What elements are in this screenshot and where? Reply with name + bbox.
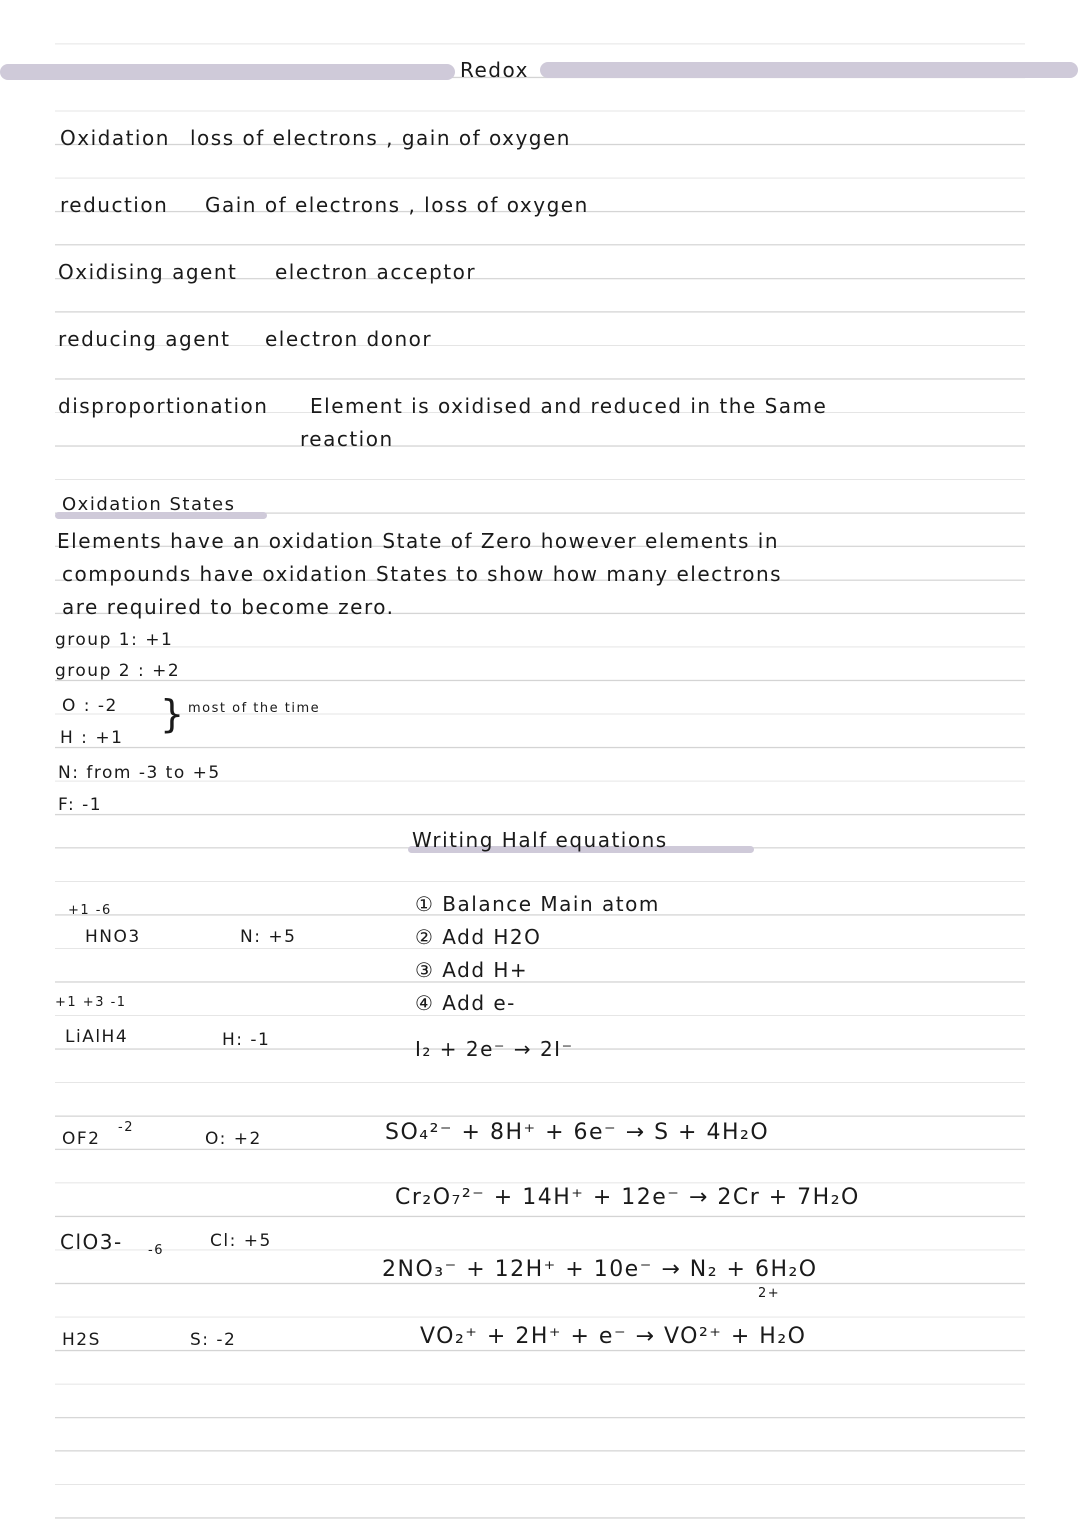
def-disproportionation-text: Element is oxidised and reduced in the Same [310, 394, 828, 418]
def-disproportionation-term: disproportionation [58, 394, 269, 418]
rule-hydrogen: H : +1 [60, 728, 124, 748]
result-h2s: S: -2 [190, 1330, 237, 1350]
formula-h2s: H2S [62, 1330, 101, 1350]
def-oxidation-term: Oxidation [60, 126, 170, 150]
equation-vanadium: VO₂⁺ + 2H⁺ + e⁻ → VO²⁺ + H₂O [420, 1324, 807, 1349]
title-bar-left [0, 64, 455, 80]
rule-group2: group 2 : +2 [55, 661, 181, 681]
result-clo3: Cl: +5 [210, 1231, 272, 1251]
equation-dichromate: Cr₂O₇²⁻ + 14H⁺ + 12e⁻ → 2Cr + 7H₂O [395, 1185, 860, 1210]
def-reduction-text: Gain of electrons , loss of oxygen [205, 193, 589, 217]
step-1: ① Balance Main atom [415, 892, 660, 916]
step-2: ② Add H2O [415, 925, 542, 949]
annot-of2: -2 [118, 1120, 134, 1135]
formula-clo3: ClO3- [60, 1230, 123, 1254]
title-bar-right [540, 62, 1078, 78]
equation-note: 2+ [758, 1286, 781, 1301]
def-disproportionation-text2: reaction [300, 427, 394, 451]
rule-note: most of the time [188, 701, 321, 716]
def-reducing-text: electron donor [265, 327, 433, 351]
para-line-3: are required to become zero. [62, 595, 395, 619]
step-4: ④ Add e- [415, 991, 516, 1015]
brace-icon: } [160, 692, 186, 736]
def-reducing-term: reducing agent [58, 327, 231, 351]
result-of2: O: +2 [205, 1129, 262, 1149]
oxidation-states-heading: Oxidation States [62, 494, 236, 515]
rule-oxygen: O : -2 [62, 696, 118, 716]
half-equations-heading: Writing Half equations [412, 828, 668, 852]
equation-iodine: I₂ + 2e⁻ → 2I⁻ [415, 1037, 574, 1061]
formula-hno3: HNO3 [85, 927, 141, 947]
result-lialh4: H: -1 [222, 1030, 271, 1050]
annot-lialh4: +1 +3 -1 [55, 995, 127, 1010]
page-title: Redox [460, 58, 529, 82]
def-oxidation-text: loss of electrons , gain of oxygen [190, 126, 571, 150]
para-line-2: compounds have oxidation States to show how many electrons [62, 562, 783, 586]
equation-sulfate: SO₄²⁻ + 8H⁺ + 6e⁻ → S + 4H₂O [385, 1120, 770, 1145]
def-oxidising-text: electron acceptor [275, 260, 477, 284]
result-hno3: N: +5 [240, 927, 297, 947]
formula-lialh4: LiAlH4 [65, 1027, 129, 1047]
rule-nitrogen: N: from -3 to +5 [58, 763, 221, 783]
step-3: ③ Add H+ [415, 958, 529, 982]
def-reduction-term: reduction [60, 193, 169, 217]
rule-fluorine: F: -1 [58, 795, 103, 815]
equation-nitrate: 2NO₃⁻ + 12H⁺ + 10e⁻ → N₂ + 6H₂O [382, 1257, 818, 1282]
para-line-1: Elements have an oxidation State of Zero however elements in [57, 529, 780, 553]
formula-of2: OF2 [62, 1129, 101, 1149]
rule-group1: group 1: +1 [55, 630, 174, 650]
annot-hno3: +1 -6 [68, 903, 112, 918]
def-oxidising-term: Oxidising agent [58, 260, 238, 284]
annot-clo3: -6 [148, 1243, 164, 1258]
